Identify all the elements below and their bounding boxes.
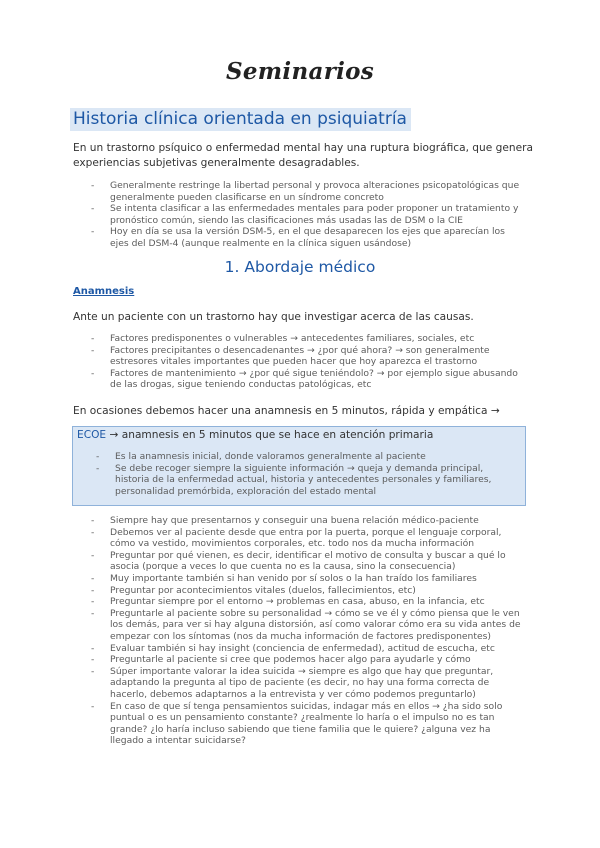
- page-title: Seminarios: [225, 58, 375, 85]
- list-item: - Preguntar por qué vienen, es decir, identificar el motivo de consulta y buscar a qué lo asocia (porque a veces lo que cuenta no es la causa, sino la consecuencia): [91, 550, 523, 573]
- section-heading-historia-clinica: Historia clínica orientada en psiquiatría: [70, 108, 411, 131]
- ecoe-callout-box: [72, 426, 526, 506]
- factors-list: [91, 333, 523, 391]
- list-item: - Factores predisponentes o vulnerables → antecedentes familiares, sociales, etc: [91, 333, 523, 345]
- list-item: - Factores de mantenimiento → ¿por qué sigue teniéndolo? → por ejemplo sigue abusando de las drogas, sigue teniendo conductas patológicas, etc: [91, 368, 523, 391]
- interview-tips-list: [91, 515, 523, 747]
- list-item: - Siempre hay que presentarnos y conseguir una buena relación médico-paciente: [91, 515, 523, 527]
- anamnesis-intro: Ante un paciente con un trastorno hay que investigar acerca de las causas.: [73, 311, 474, 323]
- list-item: - En caso de que sí tenga pensamientos suicidas, indagar más en ellos → ¿ha sido solo puntual o es un pensamiento constante? ¿realmente lo haría o el impulso no es tan grande? ¿lo haría incluso sabiendo que tiene familia que le quiere? ¿alguna vez ha llegado a intentar suicidarse?: [91, 701, 523, 747]
- list-item: - Debemos ver al paciente desde que entra por la puerta, porque el lenguaje corporal, cómo va vestido, movimientos corporales, etc. todo nos da mucha información: [91, 527, 523, 550]
- ecoe-title: [77, 429, 433, 441]
- list-item: - Preguntarle al paciente si cree que podemos hacer algo para ayudarle y cómo: [91, 654, 523, 666]
- list-item: - Se debe recoger siempre la siguiente información → queja y demanda principal, historia de la enfermedad actual, historia y antecedentes personales y familiares, personalidad premórbida, exploración del estado mental: [96, 463, 506, 498]
- classification-bullet-list: [91, 180, 523, 250]
- subheading-anamnesis: Anamnesis: [73, 286, 135, 297]
- list-item: - Preguntar siempre por el entorno → problemas en casa, abuso, en la infancia, etc: [91, 596, 523, 608]
- list-item: - Muy importante también si han venido por sí solos o la han traído los familiares: [91, 573, 523, 585]
- ecoe-description: → anamnesis en 5 minutos que se hace en atención primaria: [106, 429, 434, 441]
- list-item: - Evaluar también si hay insight (conciencia de enfermedad), actitud de escucha, etc: [91, 643, 523, 655]
- ecoe-label: ECOE: [77, 429, 107, 441]
- list-item: - Se intenta clasificar a las enfermedades mentales para poder proponer un tratamiento y pronóstico común, siendo las clasificaciones más usadas las de DSM o la CIE: [91, 203, 523, 226]
- section-heading-abordaje-medico: 1. Abordaje médico: [224, 258, 376, 276]
- ecoe-bullet-list: [96, 451, 506, 497]
- list-item: - Preguntarle al paciente sobre su personalidad → cómo se ve él y cómo piensa que le ven los demás, para ver si hay alguna distorsión, así como valorar cómo era su vida antes de empezar con los síntomas (nos da mucha información de factores predisponentes): [91, 608, 523, 643]
- list-item: - Preguntar por acontecimientos vitales (duelos, fallecimientos, etc): [91, 585, 523, 597]
- list-item: - Hoy en día se usa la versión DSM-5, en el que desaparecen los ejes que aparecían los ejes del DSM-4 (aunque realmente en la clínica siguen usándose): [91, 226, 523, 249]
- list-item: - Súper importante valorar la idea suicida → siempre es algo que hay que preguntar, adaptando la pregunta al tipo de paciente (es decir, no hay una forma correcta de hacerlo, debemos adaptarnos a la entrevista y ver cómo podemos preguntarlo): [91, 666, 523, 701]
- list-item: - Generalmente restringe la libertad personal y provoca alteraciones psicopatológicas que generalmente pueden clasificarse en un síndrome concreto: [91, 180, 523, 203]
- list-item: - Es la anamnesis inicial, donde valoramos generalmente al paciente: [96, 451, 506, 463]
- list-item: - Factores precipitantes o desencadenantes → ¿por qué ahora? → son generalmente estresores vitales importantes que pueden hacer que hoy aparezca el trastorno: [91, 345, 523, 368]
- intro-paragraph: En un trastorno psíquico o enfermedad mental hay una ruptura biográfica, que genera experiencias subjetivas generalmente desagradables.: [73, 142, 533, 169]
- quick-anamnesis-paragraph: En ocasiones debemos hacer una anamnesis en 5 minutos, rápida y empática →: [73, 405, 500, 417]
